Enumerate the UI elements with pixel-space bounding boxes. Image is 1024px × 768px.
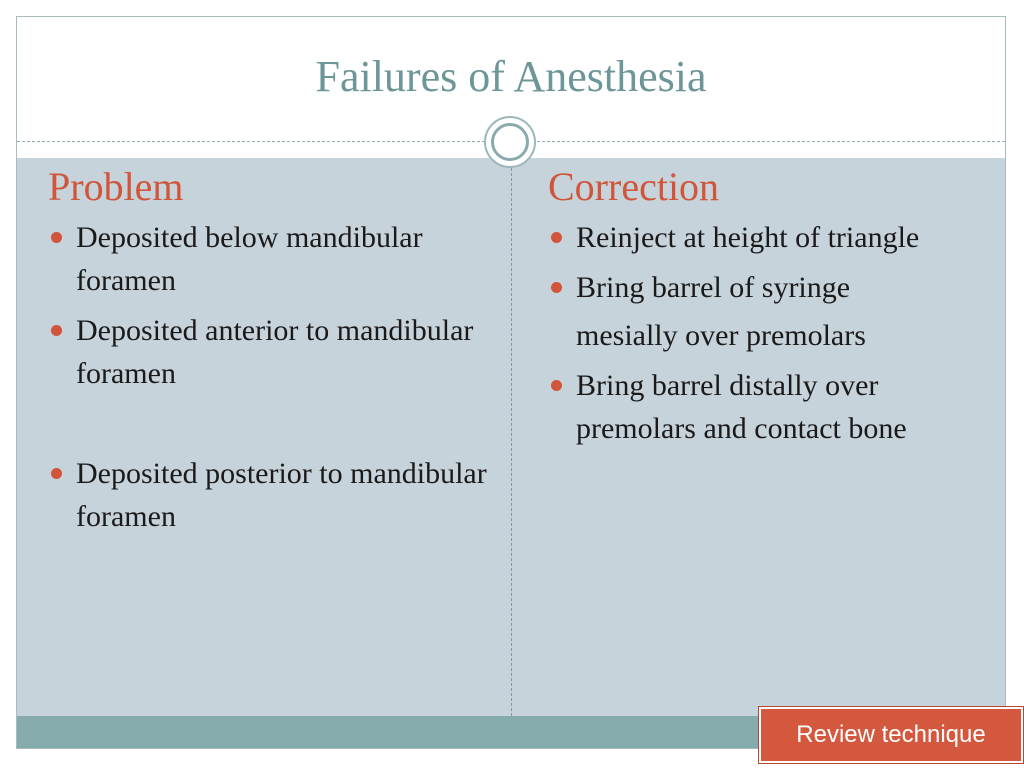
correction-heading: Correction [548,164,720,209]
review-technique-label: Review technique [796,721,986,748]
column-divider [511,158,512,716]
list-item: Bring barrel distally over premolars and contact bone [548,364,988,450]
divider-circle-inner [491,123,529,161]
review-technique-button[interactable] [759,707,1023,763]
list-item: Deposited anterior to mandibular foramen [48,309,488,395]
problem-list [48,216,488,538]
correction-list [548,216,988,450]
divider-circle-ornament [484,116,536,168]
list-item: Bring barrel of syringe [548,266,988,309]
list-item: Reinject at height of triangle [548,216,988,259]
correction-column [548,164,988,457]
problem-heading: Problem [48,164,184,209]
problem-column [48,164,488,545]
list-item-continuation: mesially over premolars [576,319,866,352]
slide-title: Failures of Anesthesia [315,51,707,101]
list-spacer [48,402,488,445]
list-item: Deposited posterior to mandibular foramen [48,452,488,538]
list-item: Deposited below mandibular foramen [48,216,488,302]
